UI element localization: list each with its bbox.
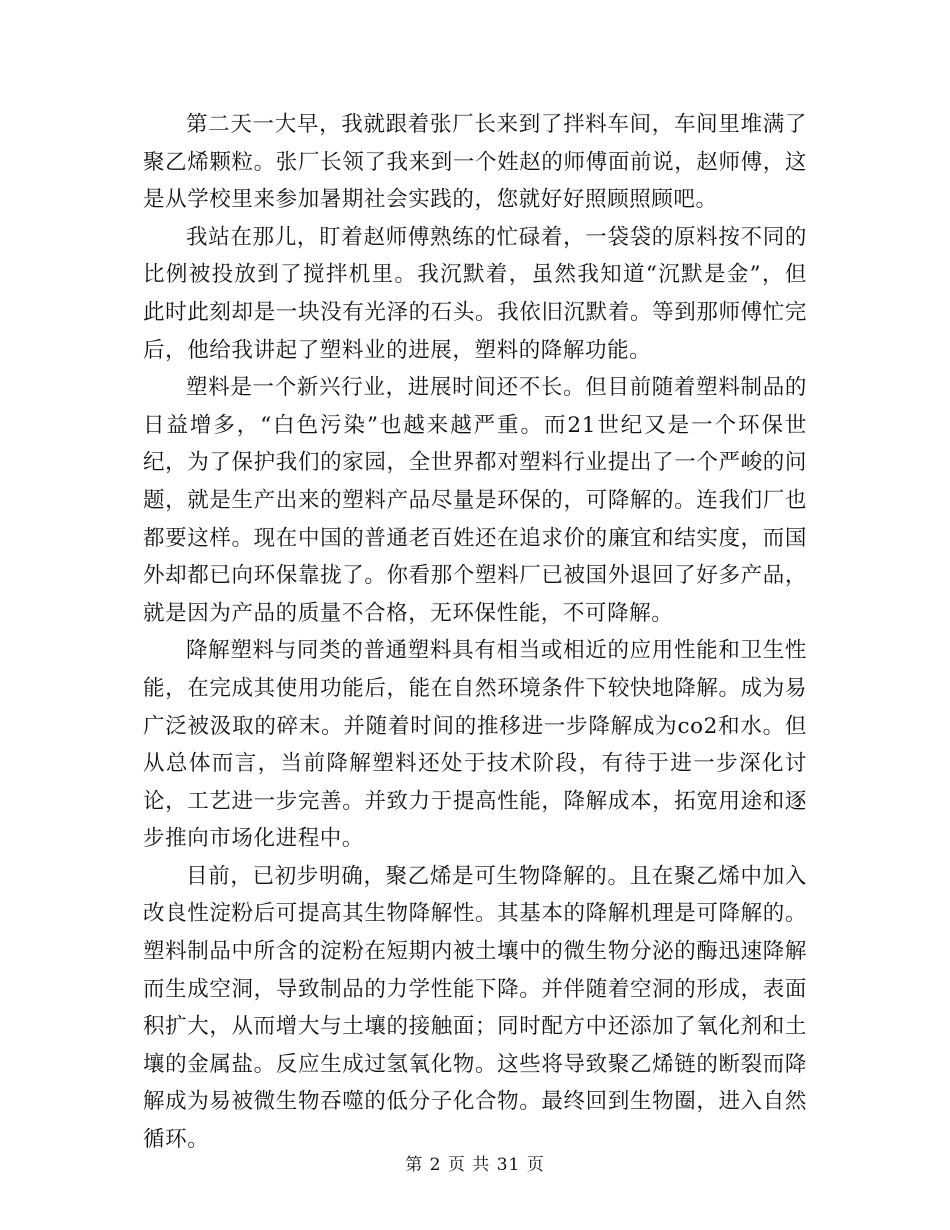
paragraph-5: 目前，已初步明确，聚乙烯是可生物降解的。且在聚乙烯中加入改良性淀粉后可提高其生物降解性。其基本的降解机理是可降解的。塑料制品中所含的淀粉在短期内被土壤中的微生物分泌的酶迅速降解而生成空洞，导致制品的力学性能下降。并伴随着空洞的形成，表面积扩大，从而增大与土壤的接触面；同时配方中还添加了氧化剂和土壤的金属盐。反应生成过氢氧化物。这些将导致聚乙烯链的断裂而降解成为易被微生物吞噬的低分子化合物。最终回到生物圈，进入自然循环。 xyxy=(143,863,807,1153)
paragraph-4: 降解塑料与同类的普通塑料具有相当或相近的应用性能和卫生性能，在完成其使用功能后，能在自然环境条件下较快地降解。成为易广泛被汲取的碎末。并随着时间的推移进一步降解成为co2和水。但从总体而言，当前降解塑料还处于技术阶段，有待于进一步深化讨论，工艺进一步完善。并致力于提高性能，降解成本，拓宽用途和逐步推向市场化进程中。 xyxy=(143,638,807,852)
page-number-footer: 第 2 页 共 31 页 xyxy=(405,1155,545,1175)
paragraph-1: 第二天一大早，我就跟着张厂长来到了拌料车间，车间里堆满了聚乙烯颗粒。张厂长领了我来到一个姓赵的师傅面前说，赵师傅，这是从学校里来参加暑期社会实践的，您就好好照顾照顾吧。 xyxy=(143,112,807,213)
paragraph-3: 塑料是一个新兴行业，进展时间还不长。但目前随着塑料制品的日益增多，“白色污染”也越来越严重。而21世纪又是一个环保世纪，为了保护我们的家园，全世界都对塑料行业提出了一个严峻的问题，就是生产出来的塑料产品尽量是环保的，可降解的。连我们厂也都要这样。现在中国的普通老百姓还在追求价的廉宜和结实度，而国外却都已向环保靠拢了。你看那个塑料厂已被国外退回了好多产品，就是因为产品的质量不合格，无环保性能，不可降解。 xyxy=(143,375,807,626)
paragraph-2: 我站在那儿，盯着赵师傅熟练的忙碌着，一袋袋的原料按不同的比例被投放到了搅拌机里。我沉默着，虽然我知道“沉默是金”，但此时此刻却是一块没有光泽的石头。我依旧沉默着。等到那师傅忙完后，他给我讲起了塑料业的进展，塑料的降解功能。 xyxy=(143,224,807,363)
document-body xyxy=(143,106,807,1159)
